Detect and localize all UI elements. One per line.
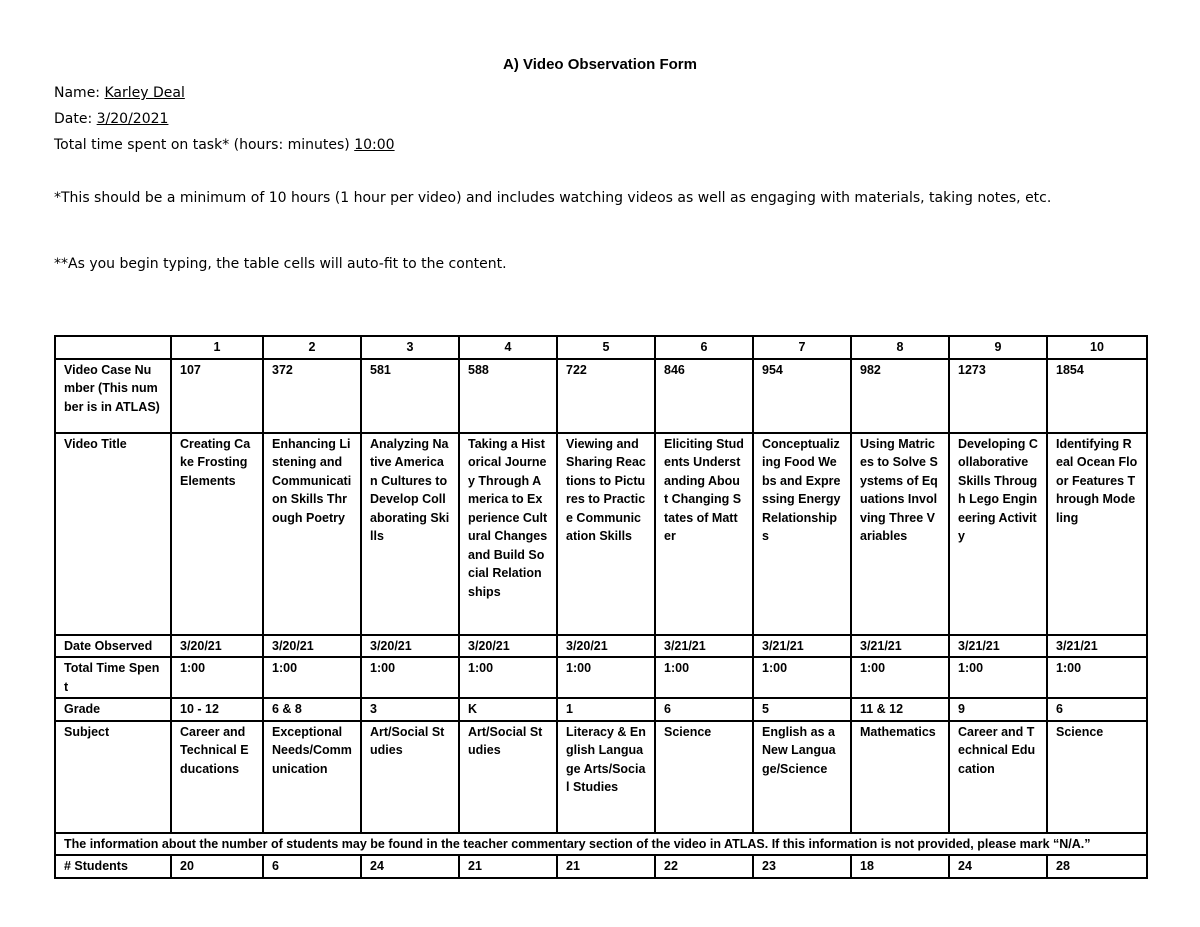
table-cell: 1:00 (171, 657, 263, 698)
table-header-row (55, 336, 1147, 359)
row-label: Grade (55, 698, 171, 721)
table-cell: 588 (459, 359, 557, 433)
students-row (55, 855, 1147, 878)
table-cell: 6 & 8 (263, 698, 361, 721)
table-cell: Creating Cake Frosting Elements (171, 433, 263, 635)
time-line (54, 137, 395, 153)
table-cell: 6 (655, 698, 753, 721)
table-cell: 9 (949, 698, 1047, 721)
column-header: 8 (851, 336, 949, 359)
row-label: Subject (55, 721, 171, 833)
table-row (55, 433, 1147, 635)
table-cell: 24 (361, 855, 459, 878)
table-cell: Literacy & English Language Arts/Social Studies (557, 721, 655, 833)
table-cell: Viewing and Sharing Reactions to Pictures to Practice Communication Skills (557, 433, 655, 635)
table-cell: 1:00 (361, 657, 459, 698)
column-header: 1 (171, 336, 263, 359)
table-cell: 23 (753, 855, 851, 878)
table-cell: 1:00 (851, 657, 949, 698)
table-cell: 846 (655, 359, 753, 433)
table-cell: 6 (1047, 698, 1147, 721)
table-cell: 3/21/21 (949, 635, 1047, 658)
students-info-row (55, 833, 1147, 856)
table-cell: 24 (949, 855, 1047, 878)
table-cell: 1:00 (1047, 657, 1147, 698)
table-cell: 1:00 (753, 657, 851, 698)
table-cell: 21 (459, 855, 557, 878)
table-cell: 3/20/21 (459, 635, 557, 658)
table-row (55, 359, 1147, 433)
table-cell: Career and Technical Educations (171, 721, 263, 833)
row-label: Video Case Number (This number is in ATLAS) (55, 359, 171, 433)
table-cell: 3/20/21 (171, 635, 263, 658)
column-header: 9 (949, 336, 1047, 359)
date-label: Date: (54, 111, 97, 127)
table-cell: 6 (263, 855, 361, 878)
date-value: 3/20/2021 (96, 111, 169, 127)
table-cell: K (459, 698, 557, 721)
table-cell: Mathematics (851, 721, 949, 833)
name-value: Karley Deal (104, 85, 185, 101)
column-header: 4 (459, 336, 557, 359)
table-cell: 1:00 (557, 657, 655, 698)
observation-table (54, 335, 1148, 879)
table-cell: Enhancing Listening and Communication Skills Through Poetry (263, 433, 361, 635)
table-cell: 1 (557, 698, 655, 721)
name-line (54, 85, 185, 101)
table-cell: Eliciting Students Understanding About Changing States of Matter (655, 433, 753, 635)
column-header: 3 (361, 336, 459, 359)
table-cell: 3/21/21 (1047, 635, 1147, 658)
table-cell: 722 (557, 359, 655, 433)
table-row (55, 657, 1147, 698)
table-cell: 372 (263, 359, 361, 433)
table-cell: 11 & 12 (851, 698, 949, 721)
table-cell: 20 (171, 855, 263, 878)
column-header: 6 (655, 336, 753, 359)
table-cell: 1854 (1047, 359, 1147, 433)
row-label: Date Observed (55, 635, 171, 658)
table-cell: Analyzing Native American Cultures to Develop Collaborating Skills (361, 433, 459, 635)
table-cell: Conceptualizing Food Webs and Expressing Energy Relationships (753, 433, 851, 635)
table-cell: 3/20/21 (557, 635, 655, 658)
table-cell: English as a New Language/Science (753, 721, 851, 833)
column-header: 2 (263, 336, 361, 359)
time-value: 10:00 (354, 137, 395, 153)
row-label: Video Title (55, 433, 171, 635)
table-cell: 954 (753, 359, 851, 433)
table-cell: Science (655, 721, 753, 833)
table-row (55, 635, 1147, 658)
table-cell: 107 (171, 359, 263, 433)
table-cell: 3 (361, 698, 459, 721)
table-cell: 3/21/21 (655, 635, 753, 658)
table-row (55, 721, 1147, 833)
time-label: Total time spent on task* (hours: minutes) (54, 137, 355, 153)
table-cell: Identifying Real Ocean Floor Features Through Modeling (1047, 433, 1147, 635)
table-cell: Exceptional Needs/Communication (263, 721, 361, 833)
table-cell: 3/20/21 (361, 635, 459, 658)
students-info-text: The information about the number of students may be found in the teacher commentary section of the video in ATLAS. If this information is not provided, please mark “N/A.” (55, 833, 1147, 856)
table-cell: 3/21/21 (753, 635, 851, 658)
autofit-note: **As you begin typing, the table cells will auto-fit to the content. (54, 256, 507, 272)
table-cell: 1273 (949, 359, 1047, 433)
table-cell: 1:00 (459, 657, 557, 698)
table-cell: 1:00 (655, 657, 753, 698)
table-cell: 1:00 (263, 657, 361, 698)
table-cell: 5 (753, 698, 851, 721)
table-cell: 581 (361, 359, 459, 433)
table-cell: 28 (1047, 855, 1147, 878)
column-header: 5 (557, 336, 655, 359)
header-corner-cell (55, 336, 171, 359)
table-cell: Developing Collaborative Skills Through Lego Engineering Activity (949, 433, 1047, 635)
table-cell: 10 - 12 (171, 698, 263, 721)
row-label: Total Time Spent (55, 657, 171, 698)
table-cell: 21 (557, 855, 655, 878)
table-cell: 3/20/21 (263, 635, 361, 658)
table-cell: Art/Social Studies (459, 721, 557, 833)
table-row (55, 698, 1147, 721)
table-cell: 22 (655, 855, 753, 878)
minimum-hours-note: *This should be a minimum of 10 hours (1 hour per video) and includes watching videos as well as engaging with materials, taking notes, etc. (54, 190, 1052, 206)
date-line (54, 111, 168, 127)
name-label: Name: (54, 85, 105, 101)
table-cell: Career and Technical Education (949, 721, 1047, 833)
table-cell: Using Matrices to Solve Systems of Equations Involving Three Variables (851, 433, 949, 635)
table-cell: Science (1047, 721, 1147, 833)
form-title: A) Video Observation Form (503, 56, 697, 73)
table-cell: 3/21/21 (851, 635, 949, 658)
table-cell: Art/Social Studies (361, 721, 459, 833)
table-cell: 1:00 (949, 657, 1047, 698)
column-header: 10 (1047, 336, 1147, 359)
row-label: # Students (55, 855, 171, 878)
table-cell: Taking a Historical Journey Through America to Experience Cultural Changes and Build Social Relationships (459, 433, 557, 635)
table-cell: 982 (851, 359, 949, 433)
table-cell: 18 (851, 855, 949, 878)
column-header: 7 (753, 336, 851, 359)
